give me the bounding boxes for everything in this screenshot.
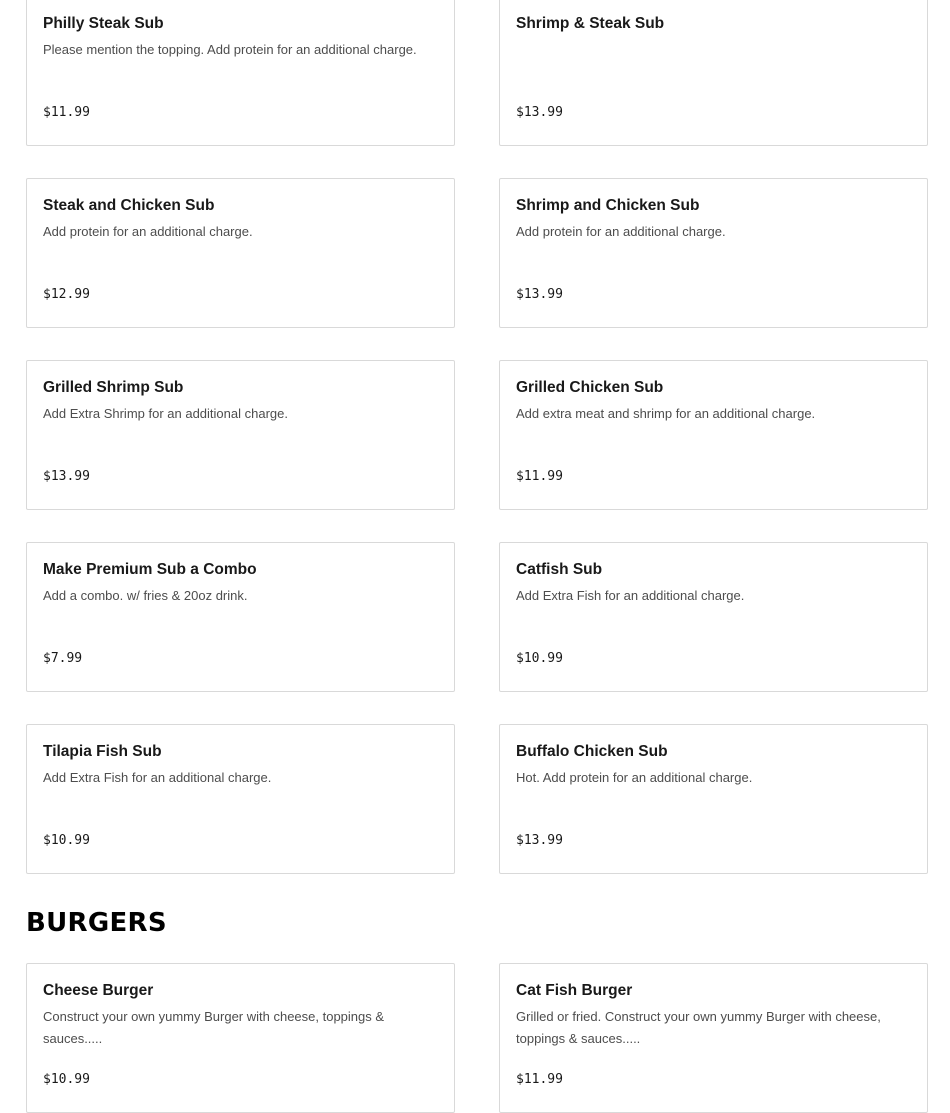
menu-item-price: $10.99 <box>43 1072 90 1087</box>
section-title-burgers: BURGERS <box>26 908 167 938</box>
menu-item-price: $13.99 <box>516 833 563 848</box>
menu-item-price: $13.99 <box>43 469 90 484</box>
menu-item-name: Catfish Sub <box>516 561 603 578</box>
menu-item-card[interactable] <box>499 963 928 1113</box>
menu-item-card[interactable] <box>499 360 928 510</box>
menu-item-price: $7.99 <box>43 651 83 666</box>
menu-item-price: $10.99 <box>516 651 563 666</box>
menu-item-description: Add protein for an additional charge. <box>43 224 253 239</box>
burgers-menu-grid <box>26 963 928 1113</box>
menu-item-card[interactable] <box>26 178 455 328</box>
menu-item-price: $11.99 <box>516 469 563 484</box>
menu-item-name: Grilled Chicken Sub <box>516 379 664 396</box>
menu-item-description: Construct your own yummy Burger with cheese, toppings & sauces..... <box>43 1009 385 1046</box>
menu-item-description: Add Extra Shrimp for an additional charge. <box>43 406 288 421</box>
menu-item-card[interactable] <box>26 724 455 874</box>
menu-item-name: Cheese Burger <box>43 982 154 999</box>
menu-item-card[interactable] <box>499 0 928 146</box>
subs-menu-grid <box>26 0 928 874</box>
menu-item-description: Add Extra Fish for an additional charge. <box>43 770 272 785</box>
menu-item-card[interactable] <box>499 724 928 874</box>
menu-item-description: Hot. Add protein for an additional charge. <box>516 770 753 785</box>
menu-item-name: Philly Steak Sub <box>43 15 164 32</box>
menu-item-card[interactable] <box>26 963 455 1113</box>
menu-item-card[interactable] <box>26 542 455 692</box>
menu-item-price: $11.99 <box>43 105 90 120</box>
menu-item-name: Buffalo Chicken Sub <box>516 743 668 760</box>
menu-item-description: Add a combo. w/ fries & 20oz drink. <box>43 588 248 603</box>
menu-item-description: Grilled or fried. Construct your own yummy Burger with cheese, toppings & sauces..... <box>516 1009 881 1046</box>
menu-item-name: Tilapia Fish Sub <box>43 743 162 760</box>
menu-item-price: $13.99 <box>516 287 563 302</box>
menu-item-price: $11.99 <box>516 1072 563 1087</box>
menu-item-name: Shrimp and Chicken Sub <box>516 197 700 214</box>
menu-item-description: Add protein for an additional charge. <box>516 224 726 239</box>
menu-item-price: $10.99 <box>43 833 90 848</box>
menu-item-card[interactable] <box>26 0 455 146</box>
menu-item-name: Steak and Chicken Sub <box>43 197 215 214</box>
menu-item-description: Please mention the topping. Add protein for an additional charge. <box>43 42 417 57</box>
menu-item-price: $13.99 <box>516 105 563 120</box>
menu-item-name: Shrimp & Steak Sub <box>516 15 665 32</box>
menu-item-card[interactable] <box>26 360 455 510</box>
menu-item-description: Add extra meat and shrimp for an additional charge. <box>516 406 816 421</box>
menu-item-description: Add Extra Fish for an additional charge. <box>516 588 745 603</box>
menu-item-name: Cat Fish Burger <box>516 982 633 999</box>
menu-item-price: $12.99 <box>43 287 90 302</box>
menu-item-card[interactable] <box>499 542 928 692</box>
menu-item-name: Grilled Shrimp Sub <box>43 379 184 396</box>
menu-item-name: Make Premium Sub a Combo <box>43 561 257 578</box>
menu-item-card[interactable] <box>499 178 928 328</box>
